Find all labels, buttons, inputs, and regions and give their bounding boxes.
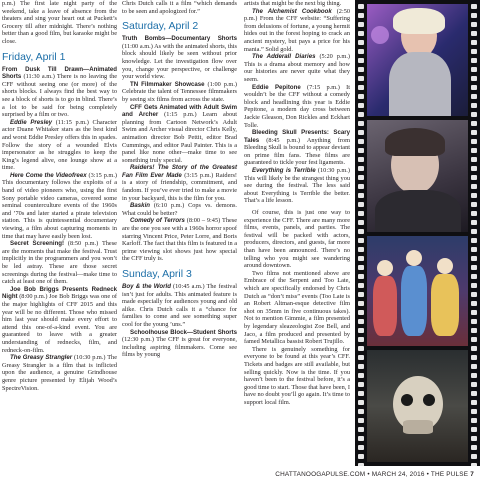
paragraph: Of course, this is just one way to experience the CFF. There are many more films, events, panels, and parties. The festival will be packed with actors, producers, directors, and guests, far more than have been announced. There’s no telling who you might see wandering around downtown. [244,209,350,270]
paragraph: p.m.) The first late night party of the weekend, take a leave of absence from the theaters and sing your heart out at Puckett’s Grocery till after midnight. There’s nothing better than a good film, but karaoke might be close. [2,0,117,45]
film-perforation [471,400,477,405]
film-perforations-right [470,0,478,466]
film-perforation [358,346,364,351]
event-title: Comedy of Terrors [130,217,185,225]
film-perforation [471,238,477,243]
event-time: (12:30 p.m.) [122,336,154,344]
film-perforation [358,202,364,207]
film-perforation [471,229,477,234]
film-perforation [358,382,364,387]
film-perforation [358,418,364,423]
event-time: (11:30 a.m.) [23,73,55,81]
film-perforation [358,247,364,252]
film-perforation [358,40,364,45]
film-perforation [471,193,477,198]
film-perforations-left [357,0,365,466]
film-perforation [471,85,477,90]
photo-frame-skull [367,350,468,462]
film-perforation [471,94,477,99]
film-perforation [471,49,477,54]
event-description: Learn about planning from Cartoon Network’s Adult Swim and Archer visual director Chris Kelly, animation director Bob Pettit, editor Brad Cummings, and editor Paul Painter. This is a panel like none other—make time to see something truly special. [122,111,237,164]
article-column-3 [244,0,350,406]
film-perforation [358,400,364,405]
film-perforation [358,310,364,315]
day-heading-friday: Friday, April 1 [2,50,66,63]
film-perforation [471,4,477,9]
film-perforation [358,58,364,63]
film-perforation [358,211,364,216]
event-time: (10:30 p.m.) [73,354,106,362]
film-perforation [358,301,364,306]
film-perforation [471,22,477,27]
film-perforation [471,409,477,414]
film-perforation [358,76,364,81]
event-time: (3:15 p.m.) [88,171,117,179]
event-title: The Adderall Diaries [252,53,316,61]
film-perforation [471,346,477,351]
film-perforation [358,373,364,378]
event-description: As with the animated shorts, this block should likely be seen without prior knowledge. Let the investigation flow over you, change your perspective, or challenge your world view. [122,42,237,81]
film-perforation [471,301,477,306]
film-perforation [358,112,364,117]
film-perforation [471,364,477,369]
event-description: This will likely be the strangest thing you see during the festival. The less said about Everything is Terrible the better. That’s a life lesson. [244,174,350,205]
film-perforation [471,76,477,81]
film-perforation [358,103,364,108]
page-number: 7 [470,471,474,478]
film-perforation [471,265,477,270]
film-perforation [471,148,477,153]
event-description: The festival isn’t just for adults. This animated feature is made especially for audiences young and old alike. Chris Dutch calls it a “chance for families to come and see something super cool for the young ’uns.” [122,283,238,328]
event-description: These are the moments that make the festival. Trust implicitly in the programmers and you won’t be led astray. These are those secret screenings during the festival—make time to catch at least one of them. [2,240,117,286]
film-perforation [471,112,477,117]
article-column-2 [122,0,237,359]
film-perforation [471,157,477,162]
event-description: There is no leaving the CFF without seeing one (or more) of the shorts blocks. I always find the best way to see a block of shorts is to go in blind. There’s a lot to be said for being completely surprised by a film or two. [2,73,118,119]
article-column-1 [2,0,117,392]
film-perforation [358,364,364,369]
film-perforation [471,31,477,36]
film-perforation [471,373,477,378]
film-perforation [358,13,364,18]
event-time: (11:00 a.m.) [122,42,153,50]
event-time: (1:00 p.m.) [207,80,237,88]
film-perforation [471,247,477,252]
film-perforation [471,436,477,441]
film-perforation [358,355,364,360]
film-perforation [471,211,477,216]
film-perforation [471,202,477,207]
film-perforation [471,139,477,144]
film-perforation [471,427,477,432]
film-perforation [358,319,364,324]
event-time: (5:20 p.m.) [319,53,350,61]
event-title: Raiders! The Story of the Greatest Fan Film Ever Made [122,164,237,179]
film-perforation [358,4,364,9]
event-time: (7:15 p.m.) [307,83,340,91]
event-description: The Greasy Strangler is a film that is inflicted upon the audience, a genuine Grindhouse genre picture presented by Elijah Wood’s SpectreVision. [2,354,117,392]
event-time: (2:50 p.m.) [244,7,350,23]
film-perforation [471,445,477,450]
film-perforation [358,337,364,342]
film-perforation [358,85,364,90]
film-perforation [471,319,477,324]
film-perforation [358,229,364,234]
film-perforation [358,436,364,441]
film-perforation [471,256,477,261]
film-perforation [358,445,364,450]
film-perforation [471,274,477,279]
film-perforation [358,184,364,189]
film-perforation [471,130,477,135]
film-perforation [358,193,364,198]
event-time: (8:00 – 9:45) [186,217,221,225]
event-title: Baskin [130,202,150,210]
event-time: (8:45 p.m.) [266,136,301,144]
film-perforation [358,454,364,459]
event-title: Boy & the World [122,283,171,290]
film-perforation [471,463,477,466]
event-description: Raiders! is a story of friendship, commitment, and fandom. If you’ve ever tried to make a movie in your backyard, this is the film for you. [122,171,238,202]
event-title: Eddie Pepitone [252,83,301,91]
event-time: (6:10 p.m.) [153,202,185,210]
film-perforation [358,328,364,333]
film-perforation [358,391,364,396]
film-perforation [471,310,477,315]
paragraph: artists that might be the next big thing. [244,0,342,7]
event-description: From the CFF website: “Suffering from delusions of fortune, a young hermit hides out in the forest hoping to crack an ancient mystery, but pays a price for his mania.” Solid gold. [244,15,350,53]
film-perforation [471,121,477,126]
film-perforation [471,13,477,18]
event-description: This is a drama about memory and how our histories are never quite what they seem. [244,60,350,83]
event-title: The Greasy Strangler [10,354,73,362]
event-title: Everything is Terrible [252,167,316,175]
film-perforation [358,427,364,432]
event-title: From Dusk Till Drawn—Animated Shorts [2,65,117,81]
film-perforation [471,328,477,333]
event-title: Joe Bob Briggs Presents Redneck Night [2,285,117,301]
film-perforation [358,31,364,36]
event-description: Character actor Duane Whitaker stars as the best kind and worst Eddie Presley offers this in spades. Follow the story of a wounded Elvis impersonator as he struggles to keep the King’s legend alive, one lounge show at a time. [2,118,117,172]
photo-frame-singer [367,4,468,116]
event-title: CFF Gets Animated with Adult Swim and Archer [122,103,237,119]
photo-frame-actor [367,120,468,232]
film-perforation [358,283,364,288]
event-description: Cops vs. demons. What could be better? [122,202,237,217]
film-perforation [471,337,477,342]
film-perforation [471,184,477,189]
event-description: The CFF is great for everyone, including aspiring filmmakers. Come see films by young [122,336,237,359]
film-perforation [358,121,364,126]
film-perforation [471,67,477,72]
film-perforation [358,292,364,297]
event-time: (10:45 a.m.) [173,283,205,290]
event-title: Here Come the Videofreex [10,171,87,179]
footer-publication: THE PULSE [430,471,469,478]
event-time: (1:15 p.m.) [164,111,197,119]
page-footer [275,471,474,478]
event-description: This documentary follows the exploits of a band of video pioneers who, using the first Sony portable video cameras, covered some seminal counterculture events of the 1960s and ’70s and later started a pirate television station. This is quintessential documentary viewing, a film about capturing moments in time that may have easily been lost. [2,179,117,240]
film-perforation [471,175,477,180]
footer-date: MARCH 24, 2016 [371,471,425,478]
event-title: Bleeding Skull Presents: Scary Tales [244,129,350,144]
event-time: (8:50 p.m.) [67,240,99,248]
event-time: (11:15 p.m.) [55,118,89,126]
film-perforation [471,418,477,423]
footer-separator: • [367,471,370,478]
event-description: It wouldn’t be the CFF without a comedy block and headlining this year is Eddie Pepitone, a modern day cross between Jackie Gleason, Don Rickles and Eckhart Tolle. [244,83,350,129]
event-title: Schoolhouse Block—Student Shorts [130,328,237,336]
event-time: (10:30 p.m.) [317,167,350,175]
event-title: The Alchemist Cookbook [252,7,332,15]
film-perforation [471,391,477,396]
film-perforation [358,94,364,99]
paragraph: Two films not mentioned above are Embrace of the Serpent and Too Late, which are specifically endorsed by Chris Dutch as “don’t miss” events (Too Late is an Robert Altman-esque detective film shot on 35mm in five continuous takes). Not to mention Gimmie, a film presented by legendary sleazeologist Zoe Bell, and Jaco, a film produced and presented by famed Metallica bassist Robert Trujillo. [244,269,350,346]
film-perforation [471,454,477,459]
film-perforation [358,148,364,153]
event-title: TN Filmmaker Showcase [130,80,205,88]
film-perforation [471,58,477,63]
film-perforation [358,220,364,225]
paragraph: There is genuinely something for everyone to be found at this year’s CFF. Tickets and badges are still available, but selling quickly. Now is the time. If you haven’t been to the festival before, it’s a good time to start. Those that have been, I have no doubt you’ll go again. It’s time to support local film. [244,345,350,406]
film-perforation [471,283,477,288]
film-perforation [471,292,477,297]
film-strip-photo-collage [355,0,480,466]
event-description: Joe Bob Briggs was one of the major highlights of CFF 2015 and this year will be no different. Those who missed him last year should make every effort to attend this one-of-a-kind event. You are guaranteed to leave with a greater understanding of rednecks, film, and redneck-on-film. [2,293,117,354]
film-perforation [358,238,364,243]
film-perforation [358,22,364,27]
film-perforation [471,166,477,171]
event-title: Truth Bombs—Documentary Shorts [122,35,237,43]
paragraph: Chris Dutch calls it a film “which demands to be seen and apologized for.” [122,0,237,15]
film-perforation [358,166,364,171]
event-description: Celebrate the talent of Tennessee filmmakers by seeing six films from across the state. [122,88,237,103]
day-heading-sunday: Sunday, April 3 [122,268,192,280]
film-perforation [358,130,364,135]
footer-site: CHATTANOOGAPULSE.COM [275,471,366,478]
event-time: (3:15 p.m.) [184,171,214,179]
film-perforation [358,256,364,261]
film-perforation [358,67,364,72]
event-title: Eddie Presley [10,118,53,126]
film-perforation [471,220,477,225]
day-heading-saturday: Saturday, April 2 [122,20,199,33]
event-time: (8:00 p.m.) [19,293,48,301]
event-title: Secret Screening! [10,240,65,248]
film-perforation [471,40,477,45]
film-perforation [358,265,364,270]
event-description: These are the one you see with a 1960s horror spoof starring Vincent Price, Peter Lorre, and Boris Karloff. The fact that this film is featured in a prime viewing slot shows just how special the CFF truly is. [122,217,238,263]
film-perforation [358,274,364,279]
film-perforation [471,103,477,108]
footer-separator: • [426,471,430,478]
film-perforation [358,49,364,54]
film-perforation [358,139,364,144]
event-description: Anything from Bleeding Skull is bound to appear deviant on prime film fans. These films are guaranteed to tickle your fest ligaments. [244,136,350,167]
film-perforation [358,157,364,162]
photo-frame-animated-band [367,236,468,346]
film-perforation [471,355,477,360]
film-perforation [358,463,364,466]
film-perforation [358,175,364,180]
film-perforation [358,409,364,414]
film-perforation [471,382,477,387]
